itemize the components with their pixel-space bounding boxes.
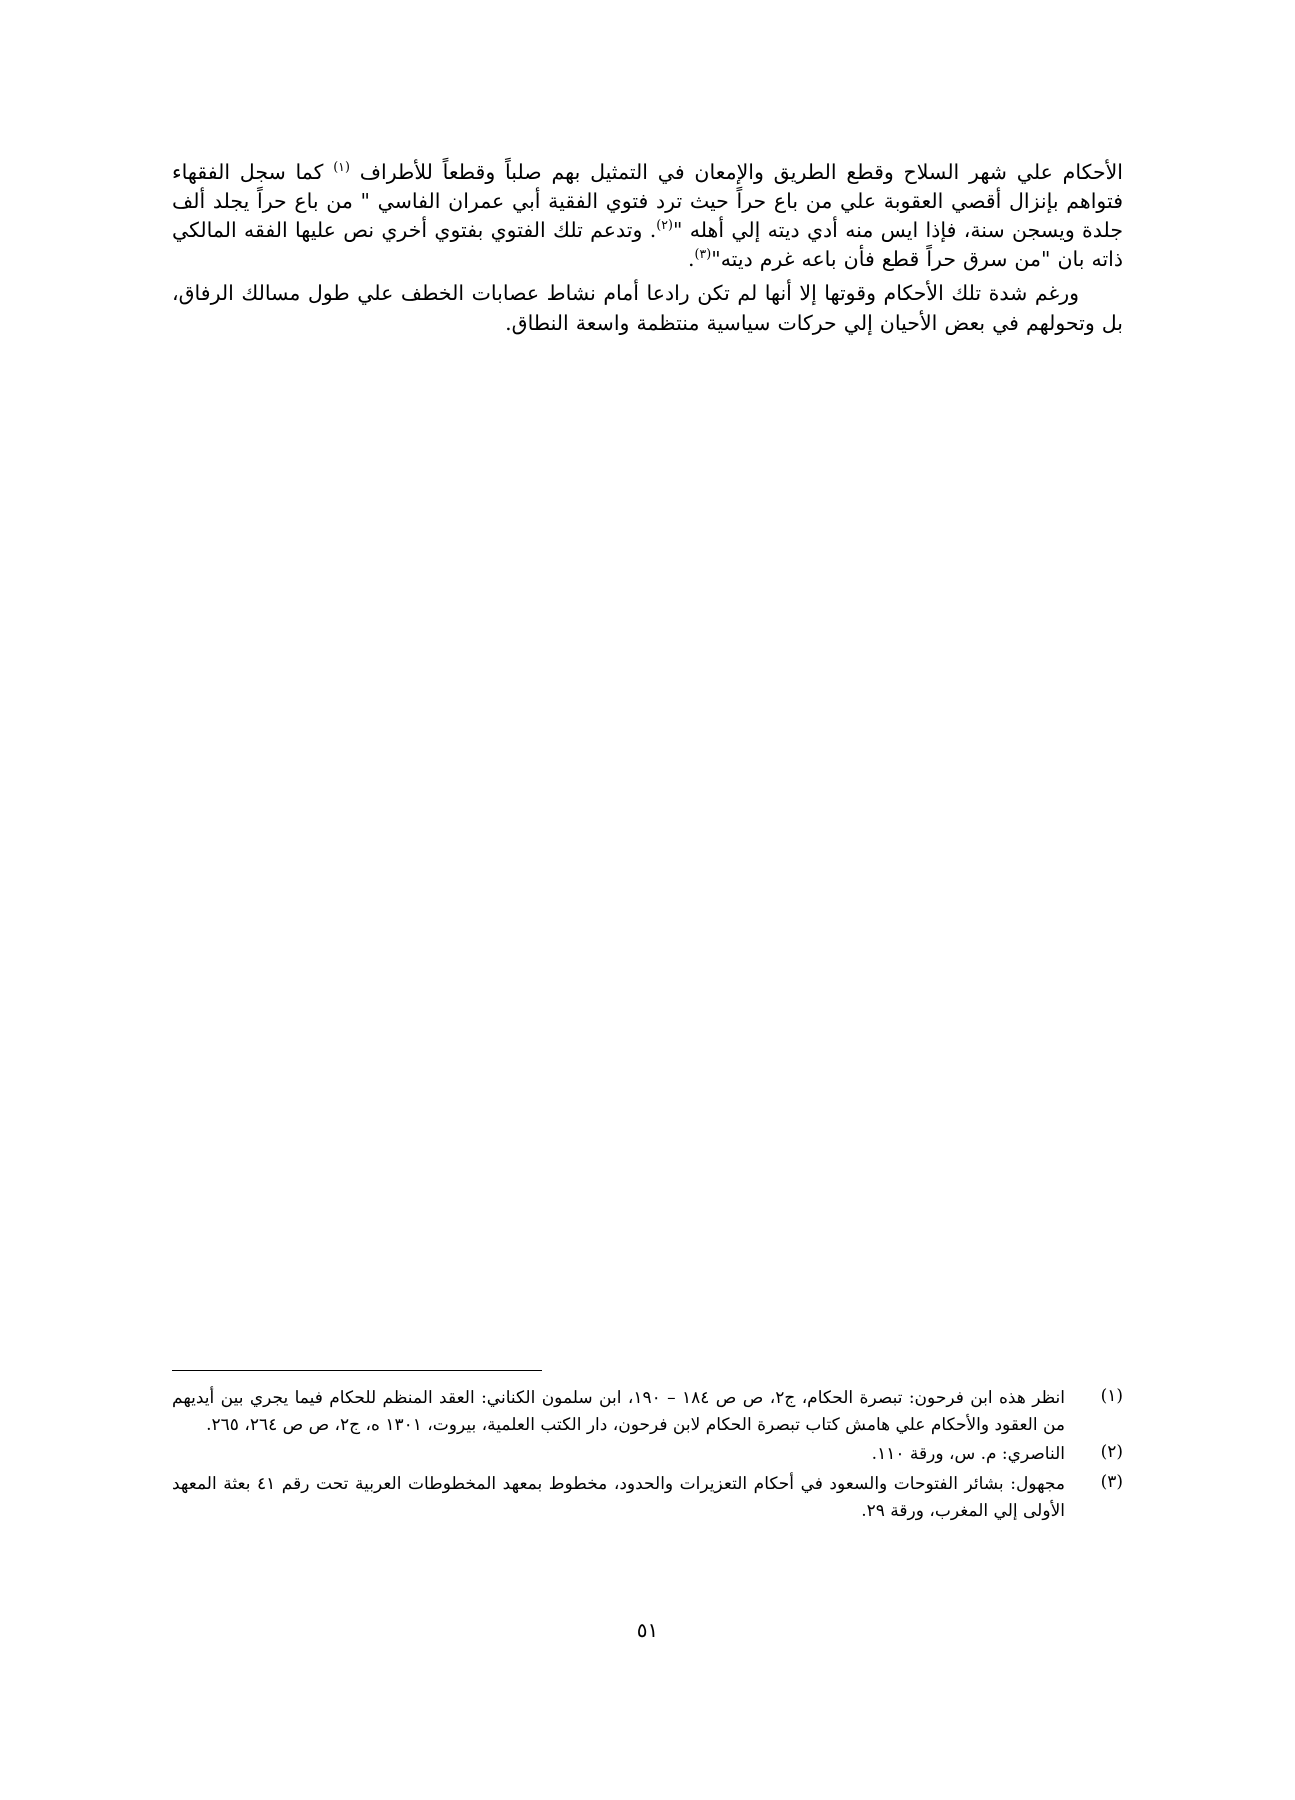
footnote-ref-3[interactable]: (٣) — [694, 246, 712, 262]
footnote-list — [172, 1385, 1123, 1525]
paragraph-1-segment-1: الأحكام علي شهر السلاح وقطع الطريق والإمعان في التمثيل بهم صلباً وقطعاً للأطراف — [349, 160, 1123, 184]
footnote-marker: (٣) — [1100, 1471, 1123, 1492]
paragraph-1 — [172, 158, 1123, 274]
footnote-marker: (٢) — [1100, 1442, 1123, 1463]
paragraph-1-segment-4: . — [687, 247, 695, 272]
footnote-item — [172, 1471, 1123, 1525]
footnote-item — [172, 1385, 1123, 1439]
footnote-text: انظر هذه ابن فرحون: تبصرة الحكام، ج٢، ص ص ١٨٤ – ١٩٠، ابن سلمون الكناني: العقد المنظم للحكام فيما يجري بين أيديهم من العقود والأحكام علي هامش كتاب تبصرة الحكام لابن فرحون، دار الكتب العلمية، بيروت، ١٣٠١ ه، ج٢، ص ص ٢٦٤، ٢٦٥. — [172, 1388, 1065, 1436]
body-text-block — [172, 158, 1123, 343]
footnote-marker: (١) — [1100, 1386, 1123, 1406]
footnote-text: مجهول: بشائر الفتوحات والسعود في أحكام التعزيرات والحدود، مخطوط بمعهد المخطوطات العربية تحت رقم ٤١ بعثة المعهد الأولى إلي المغرب، ورقة ٢٩. — [172, 1473, 1065, 1521]
paragraph-1-segment-2: كما سجل الفقهاء فتواهم بإنزال أقصي العقوبة علي من باع حراً حيث ترد فتوي الفقية أبي عمران الفاسي " من باع حراً يجلد ألف جلدة ويسجن سنة، فإذا ايس منه أدي ديته إلي أهله " — [172, 160, 1123, 243]
page-number: ٥١ — [636, 1618, 659, 1642]
footnote-item — [172, 1441, 1123, 1468]
paragraph-1-segment-3: . وتدعم تلك الفتوي بفتوي أخري نص عليها الفقه المالكي ذاته بان "من سرق حراً قطع فأن باعه غرم ديته" — [172, 218, 1123, 272]
footnote-ref-1[interactable]: (١) — [333, 159, 350, 175]
footnote-ref-2[interactable]: (٢) — [656, 217, 673, 233]
footnote-text: الناصري: م. س، ورقة ١١٠. — [871, 1444, 1065, 1465]
footnote-separator-rule — [172, 1370, 542, 1371]
footnote-separator-wrap — [172, 1370, 1123, 1385]
paragraph-2: ورغم شدة تلك الأحكام وقوتها إلا أنها لم تكن رادعا أمام نشاط عصابات الخطف علي طول مسالك الرفاق، بل وتحولهم في بعض الأحيان إلي حركات سياسية منتظمة واسعة النطاق. — [172, 281, 1123, 335]
footnote-area — [172, 1370, 1123, 1527]
